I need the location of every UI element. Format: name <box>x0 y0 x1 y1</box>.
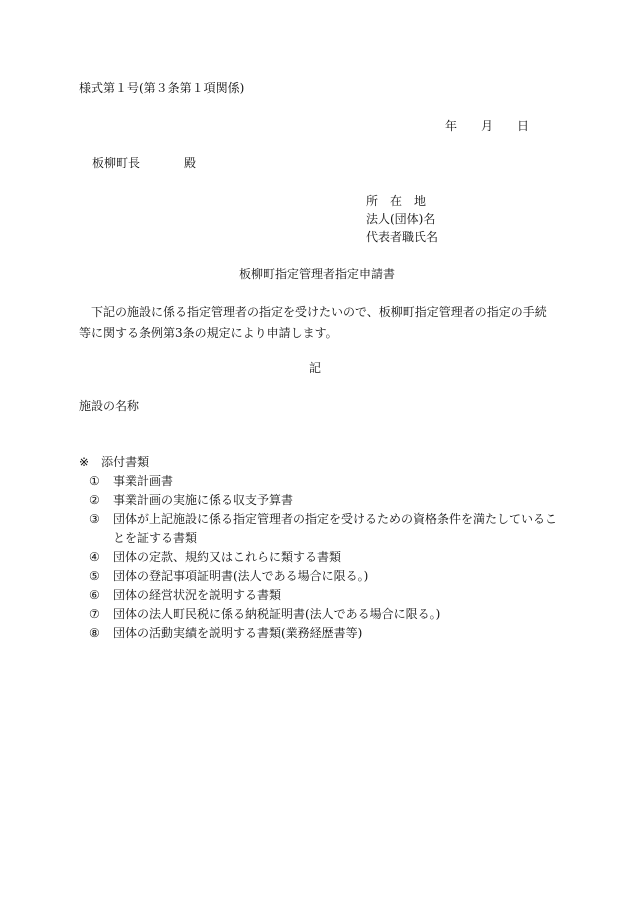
attachments-heading <box>79 452 559 472</box>
attachment-item <box>79 624 559 643</box>
document-title: 板柳町指定管理者指定申請書 <box>239 267 396 281</box>
body-paragraph: 下記の施設に係る指定管理者の指定を受けたいので、板柳町指定管理者の指定の手続等に関する条例第3条の規定により申請します。 <box>79 305 547 340</box>
attachment-item <box>79 605 559 624</box>
addressee <box>92 155 196 171</box>
note-mark: ※ <box>79 455 90 469</box>
item-text: 団体が上記施設に係る指定管理者の指定を受けるための資格条件を満たしていることを証する書類 <box>113 512 558 545</box>
item-text: 団体の経営状況を説明する書類 <box>113 588 282 602</box>
attachment-item <box>79 567 559 586</box>
ki-heading: 記 <box>309 361 322 375</box>
form-number: 様式第１号(第３条第１項関係) <box>79 81 245 95</box>
applicant-address-label: 所 在 地 <box>366 194 427 208</box>
item-number: ⑧ <box>89 626 100 640</box>
item-number: ⑥ <box>89 588 100 602</box>
facility-name-label: 施設の名称 <box>79 399 140 413</box>
addressee-name: 板柳町長 <box>92 156 141 170</box>
attachment-item <box>79 586 559 605</box>
item-number: ③ <box>89 512 100 526</box>
item-text: 団体の登記事項証明書(法人である場合に限る。) <box>113 569 369 583</box>
applicant-corp-label: 法人(団体)名 <box>366 212 436 226</box>
attachment-item <box>79 472 559 491</box>
addressee-honorific: 殿 <box>184 156 197 170</box>
date-line <box>445 118 529 134</box>
item-number: ② <box>89 493 100 507</box>
item-number: ⑤ <box>89 569 100 583</box>
item-number: ⑦ <box>89 607 100 621</box>
item-text: 事業計画書 <box>113 474 174 488</box>
date-year: 年 <box>445 119 458 133</box>
attachments-heading-text: 添付書類 <box>101 455 150 469</box>
attachment-item <box>79 491 559 510</box>
item-text: 団体の定款、規約又はこれらに類する書類 <box>113 550 342 564</box>
date-day: 日 <box>517 119 530 133</box>
item-number: ① <box>89 474 100 488</box>
attachment-item <box>79 548 559 567</box>
date-month: 月 <box>481 119 494 133</box>
attachments-list <box>79 452 559 643</box>
attachment-item <box>79 510 559 548</box>
item-text: 団体の活動実績を説明する書類(業務経歴書等) <box>113 626 363 640</box>
item-text: 事業計画の実施に係る収支予算書 <box>113 493 294 507</box>
item-number: ④ <box>89 550 100 564</box>
applicant-rep-label: 代表者職氏名 <box>366 230 439 244</box>
item-text: 団体の法人町民税に係る納税証明書(法人である場合に限る。) <box>113 607 441 621</box>
